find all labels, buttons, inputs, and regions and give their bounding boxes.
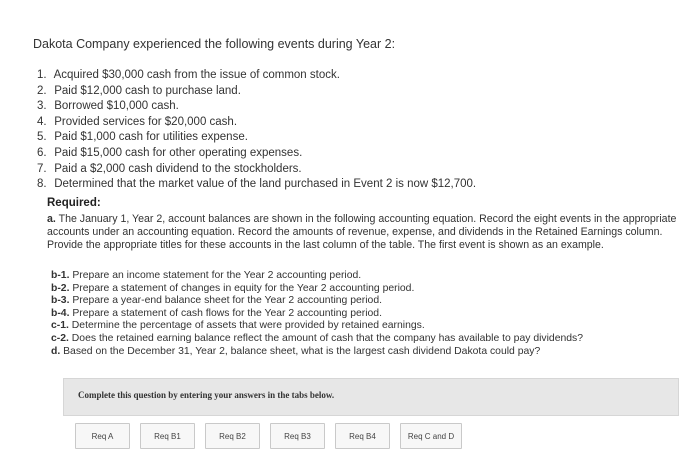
subpart-item: d. Based on the December 31, Year 2, balance sheet, what is the largest cash dividend Dakota could pay? — [51, 345, 541, 357]
subpart-item: b-1. Prepare an income statement for the Year 2 accounting period. — [51, 270, 362, 281]
tab-req-b4[interactable]: Req B4 — [335, 423, 390, 449]
instruction-panel — [63, 378, 679, 416]
subpart-item: b-4. Prepare a statement of cash flows for the Year 2 accounting period. — [51, 307, 382, 319]
problem-intro: Dakota Company experienced the following events during Year 2: — [33, 37, 396, 51]
events-list — [37, 68, 476, 193]
required-subparts — [51, 270, 583, 358]
tab-req-c-and-d[interactable]: Req C and D — [400, 423, 462, 449]
answer-tabs — [75, 423, 462, 449]
subpart-item: b-2. Prepare a statement of changes in equity for the Year 2 accounting period. — [51, 282, 415, 294]
subpart-item: b-3. Prepare a year-end balance sheet for the Year 2 accounting period. — [51, 295, 382, 307]
event-item: 7. Paid a $2,000 cash dividend to the stockholders. — [37, 162, 302, 175]
instruction-text: Complete this question by entering your answers in the tabs below. — [78, 390, 335, 400]
tab-req-b2[interactable]: Req B2 — [205, 423, 260, 449]
event-item: 6. Paid $15,000 cash for other operating expenses. — [37, 146, 303, 159]
event-item: 5. Paid $1,000 cash for utilities expense. — [37, 131, 248, 144]
tab-req-b1[interactable]: Req B1 — [140, 423, 195, 449]
tab-req-a[interactable]: Req A — [75, 423, 130, 449]
required-heading: Required: — [47, 197, 101, 209]
event-item: 8. Determined that the market value of the land purchased in Event 2 is now $12,700. — [37, 178, 477, 191]
subpart-item: c-1. Determine the percentage of assets that were provided by retained earnings. — [51, 320, 425, 332]
event-item: 2. Paid $12,000 cash to purchase land. — [37, 84, 241, 97]
tab-req-b3[interactable]: Req B3 — [270, 423, 325, 449]
required-part-a: a. The January 1, Year 2, account balances are shown in the following accounting equation. Record the eight events in the appropriate accounts under an accounting equation. Record the amounts of revenue, expense, and dividends in the Retained Earnings column. Provide the appropriate titles for these accounts in the last column of the table. The first event is shown as an example. — [47, 213, 677, 251]
event-item: 3. Borrowed $10,000 cash. — [37, 100, 179, 113]
subpart-item: c-2. Does the retained earning balance reflect the amount of cash that the company has available to pay dividends? — [51, 332, 583, 344]
event-item: 1. Acquired $30,000 cash from the issue of common stock. — [37, 69, 340, 81]
event-item: 4. Provided services for $20,000 cash. — [37, 115, 238, 128]
